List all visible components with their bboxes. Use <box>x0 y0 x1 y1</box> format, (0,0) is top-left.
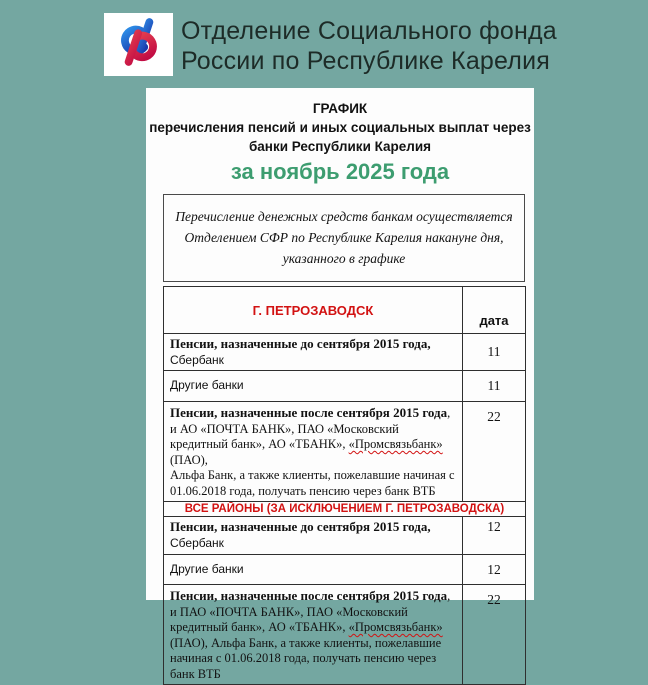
date-column-header: дата <box>463 287 526 334</box>
doc-title-line2: перечисления пенсий и иных социальных выплат через <box>149 120 531 135</box>
table-row <box>164 402 526 502</box>
note-line3: указанного в графике <box>282 251 406 266</box>
row-label-pensions-before-2015: Пенсии, назначенные до сентября 2015 года, Сбербанк <box>164 334 463 371</box>
table-row <box>164 585 526 685</box>
sfr-logo <box>104 13 173 76</box>
schedule-table <box>163 286 526 685</box>
row-label-pensions-after-2015: Пенсии, назначенные после сентября 2015 года, и АО «ПОЧТА БАНК», ПАО «Московский кредитный банк», АО «ТБАНК», «Промсвязьбанк» (ПАО), Альфа Банк, а также клиенты, пожелавшие начиная с 01.06.2018 года, получать пенсию через банк ВТБ <box>164 402 463 502</box>
doc-period: за ноябрь 2025 года <box>230 159 450 184</box>
table-row <box>164 334 526 371</box>
row-date: 11 <box>463 334 526 371</box>
table-header-row <box>164 287 526 334</box>
table-row <box>164 371 526 402</box>
org-name <box>181 16 557 76</box>
doc-title-line3: банки Республики Карелия <box>248 139 432 154</box>
document-panel <box>146 88 534 681</box>
note-line2: Отделением СФР по Республике Карелия накануне дня, <box>184 230 504 245</box>
row-label-pensions-before-2015: Пенсии, назначенные до сентября 2015 года, Сбербанк <box>164 517 463 555</box>
note-box <box>163 194 525 282</box>
org-name-line1: Отделение Социального фонда <box>181 17 557 45</box>
section-row-all-districts <box>164 502 526 517</box>
row-label-other-banks: Другие банки <box>164 371 463 402</box>
section-title-petrozavodsk: Г. ПЕТРОЗАВОДСК <box>164 287 463 334</box>
row-date: 11 <box>463 371 526 402</box>
table-row <box>164 517 526 555</box>
doc-title <box>146 88 534 156</box>
note-line1: Перечисление денежных средств банкам осуществляется <box>175 209 513 224</box>
row-label-pensions-after-2015: Пенсии, назначенные после сентября 2015 года, и ПАО «ПОЧТА БАНК», ПАО «Московский кредитный банк», АО «ТБАНК», «Промсвязьбанк» (ПАО), Альфа Банк, а также клиенты, пожелавшие начиная с 01.06.2018 года, получать пенсию через банк ВТБ <box>164 585 463 685</box>
row-date: 12 <box>463 555 526 585</box>
row-date: 12 <box>463 517 526 555</box>
row-date: 22 <box>463 402 526 502</box>
row-date: 22 <box>463 585 526 685</box>
row-label-other-banks: Другие банки <box>164 555 463 585</box>
doc-title-line1: ГРАФИК <box>312 101 368 116</box>
sfr-logo-icon <box>111 16 167 73</box>
org-name-line2: России по Республике Карелия <box>181 47 550 75</box>
section-title-all-districts: ВСЕ РАЙОНЫ (ЗА ИСКЛЮЧЕНИЕМ Г. ПЕТРОЗАВОДСКА) <box>164 502 526 517</box>
table-row <box>164 555 526 585</box>
